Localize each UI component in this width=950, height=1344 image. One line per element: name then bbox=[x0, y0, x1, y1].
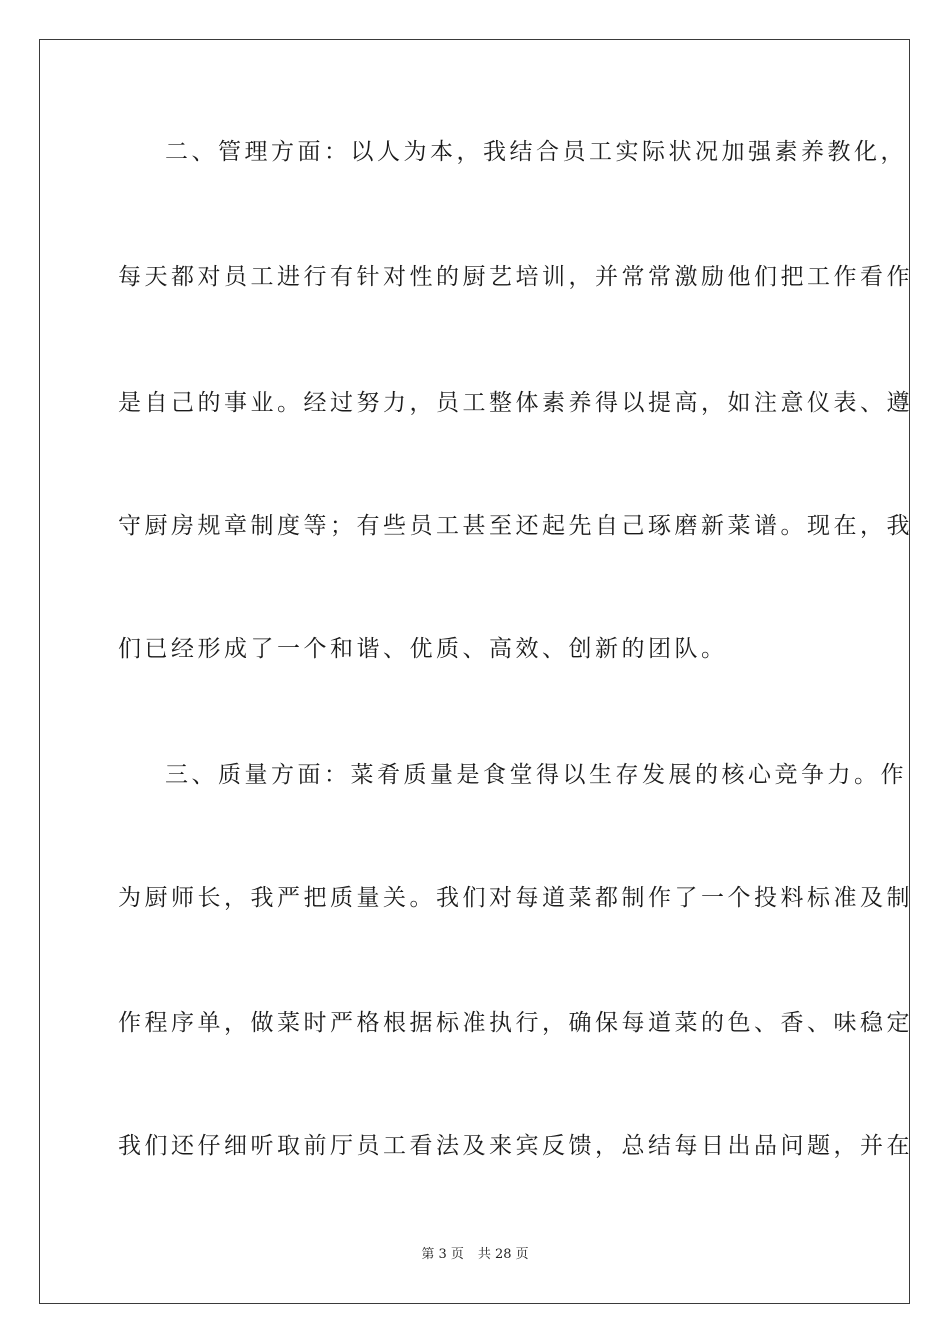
paragraph-3-line-2: 为厨师长，我严把质量关。我们对每道菜都制作了一个投料标准及制 bbox=[118, 885, 913, 911]
paragraph-3-line-4: 我们还仔细听取前厅员工看法及来宾反馈，总结每日出品问题，并在 bbox=[118, 1133, 913, 1159]
paragraph-3-line-1: 三、质量方面：菜肴质量是食堂得以生存发展的核心竞争力。作 bbox=[165, 762, 907, 788]
paragraph-2-line-3: 是自己的事业。经过努力，员工整体素养得以提高，如注意仪表、遵 bbox=[118, 390, 913, 416]
paragraph-2-line-5: 们已经形成了一个和谐、优质、高效、创新的团队。 bbox=[118, 636, 728, 662]
page-border bbox=[39, 39, 913, 1304]
page-total: 共 28 页 bbox=[477, 1247, 529, 1262]
paragraph-2-line-1: 二、管理方面：以人为本，我结合员工实际状况加强素养教化， bbox=[165, 139, 907, 165]
paragraph-2-line-2: 每天都对员工进行有针对性的厨艺培训，并常常激励他们把工作看作 bbox=[118, 264, 913, 290]
paragraph-3-line-3: 作程序单，做菜时严格根据标准执行，确保每道菜的色、香、味稳定 bbox=[118, 1010, 913, 1036]
page-footer bbox=[0, 1246, 950, 1264]
paragraph-2-line-4: 守厨房规章制度等；有些员工甚至还起先自己琢磨新菜谱。现在，我 bbox=[118, 513, 913, 539]
page-number: 第 3 页 bbox=[421, 1247, 464, 1262]
